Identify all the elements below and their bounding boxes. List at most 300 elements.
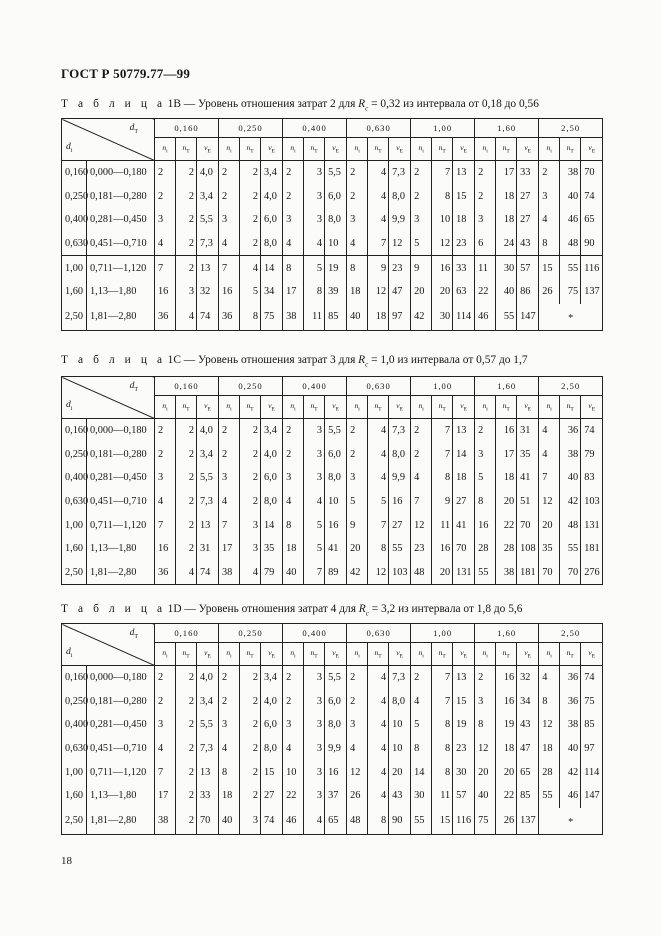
row-di-value: 0,400: [62, 466, 87, 490]
table-cell: 20: [347, 537, 368, 561]
column-subheader: [176, 396, 197, 419]
table-cell: 7: [432, 161, 453, 185]
table-cell: 3,4: [197, 185, 219, 209]
column-subheader: [283, 138, 304, 161]
table-cell: 3,4: [261, 161, 283, 185]
table-cell: 18: [496, 185, 517, 209]
table-cell: 55: [560, 537, 581, 561]
subheader-symbol: [588, 401, 596, 413]
table-cell: 33: [453, 256, 475, 280]
dt-subscript: T: [134, 386, 138, 393]
subheader-index: T: [250, 148, 254, 155]
table-cell: 11: [432, 784, 453, 808]
table-cell: 85: [581, 713, 603, 737]
table-cell: 2: [176, 784, 197, 808]
subheader-index: T: [250, 406, 254, 413]
subheader-letter: n: [310, 401, 315, 411]
table-cell: 2: [283, 161, 304, 185]
column-group-header: 0,400: [283, 377, 347, 396]
subheader-symbol: [588, 648, 596, 660]
column-subheader: [581, 396, 603, 419]
table-cell: 137: [581, 280, 603, 304]
table-cell: 6,0: [261, 466, 283, 490]
table-cell: 8,0: [389, 690, 411, 714]
table-cell: 89: [325, 561, 347, 585]
subheader-index: T: [186, 148, 190, 155]
table-cell: 20: [496, 490, 517, 514]
table-cell: 4: [155, 737, 176, 761]
table-cell: 3: [304, 666, 325, 690]
table-cell: 8,0: [261, 490, 283, 514]
row-di-value: 1,60: [62, 784, 87, 808]
table-cell: 22: [496, 784, 517, 808]
table-cell: 5: [304, 513, 325, 537]
table-cell: 18: [219, 784, 240, 808]
table-cell: 33: [517, 161, 539, 185]
table-cell: 5: [304, 256, 325, 280]
subheader-index: i: [422, 148, 424, 155]
row-di-value: 0,160: [62, 419, 87, 443]
row-di-value: 2,50: [62, 561, 87, 585]
subheader-index: i: [486, 148, 488, 155]
subheader-letter: n: [482, 143, 487, 153]
subheader-symbol: [374, 143, 382, 155]
subheader-index: E: [271, 653, 275, 660]
table-cell: 47: [389, 280, 411, 304]
table-cell: 2: [240, 666, 261, 690]
column-subheader: [517, 138, 539, 161]
subheader-symbol: [354, 143, 360, 155]
column-subheader: [475, 396, 496, 419]
table-cell: 5: [368, 490, 389, 514]
table-cell: 22: [496, 513, 517, 537]
table-cell: 4,0: [197, 419, 219, 443]
table-cell: 3: [240, 513, 261, 537]
table-cell: 4: [539, 208, 560, 232]
table-cell: 16: [155, 280, 176, 304]
table-cell: 2: [539, 161, 560, 185]
column-subheader: [304, 138, 325, 161]
table-cell: 2: [176, 537, 197, 561]
table-cell: 7,3: [197, 490, 219, 514]
table-cell: 23: [453, 737, 475, 761]
table-1b: [61, 118, 603, 331]
table-cell: 114: [581, 760, 603, 784]
column-subheader: [155, 643, 176, 666]
table-cell: 35: [539, 537, 560, 561]
column-group-header: 2,50: [539, 624, 603, 643]
column-group-header: 0,160: [155, 624, 219, 643]
subheader-letter: n: [162, 401, 167, 411]
table-cell: 5,5: [197, 713, 219, 737]
column-subheader: [560, 643, 581, 666]
table-cell: 15: [453, 185, 475, 209]
row-range: 0,711—1,120: [87, 513, 155, 537]
table-cell: 79: [261, 561, 283, 585]
row-range: 0,711—1,120: [87, 760, 155, 784]
table-cell: 23: [389, 256, 411, 280]
table-cell: 2: [240, 419, 261, 443]
table-cell: 2: [411, 443, 432, 467]
subheader-symbol: [374, 648, 382, 660]
table-cell: 36: [155, 561, 176, 585]
di-letter: d: [66, 142, 71, 153]
table-cell: 13: [453, 666, 475, 690]
table-cell: 2: [347, 185, 368, 209]
subheader-symbol: [418, 648, 424, 660]
table-cell: 40: [347, 304, 368, 331]
row-di-value: 0,250: [62, 690, 87, 714]
subheader-index: E: [591, 148, 596, 155]
column-subheader: [496, 643, 517, 666]
dt-letter: d: [129, 628, 135, 638]
table-cell: 8: [432, 466, 453, 490]
subheader-index: T: [506, 653, 510, 660]
table-cell: 17: [219, 537, 240, 561]
subheader-letter: n: [246, 648, 251, 658]
table-cell: 28: [539, 760, 560, 784]
table-cell: 8,0: [261, 232, 283, 256]
table-cell: 31: [517, 419, 539, 443]
column-subheader: [155, 396, 176, 419]
table-cell: 13: [453, 161, 475, 185]
table-cell: 9,9: [325, 737, 347, 761]
column-subheader: [325, 396, 347, 419]
row-range: 0,281—0,450: [87, 208, 155, 232]
table-cell: 2: [347, 666, 368, 690]
corner-cell: [62, 377, 155, 419]
table-cell: 35: [261, 537, 283, 561]
subheader-index: i: [550, 148, 552, 155]
table-cell: 8: [283, 256, 304, 280]
empty-cell-marker: *: [539, 304, 603, 331]
caption-r-subscript: c: [365, 104, 369, 113]
column-subheader: [539, 643, 560, 666]
subheader-index: i: [230, 406, 232, 413]
table-cell: 18: [368, 304, 389, 331]
table-cell: 3: [304, 419, 325, 443]
table-cell: 48: [560, 513, 581, 537]
table-cell: 8,0: [325, 208, 347, 232]
subheader-symbol: [226, 648, 232, 660]
column-subheader: [176, 643, 197, 666]
table-cell: 8: [475, 713, 496, 737]
subheader-index: E: [591, 653, 596, 660]
subheader-symbol: [246, 648, 254, 660]
table-cell: 30: [411, 784, 432, 808]
table-cell: 16: [475, 513, 496, 537]
column-subheader: [197, 396, 219, 419]
table-cell: 22: [475, 280, 496, 304]
subheader-symbol: [460, 401, 467, 413]
table-cell: 9,9: [389, 208, 411, 232]
subheader-symbol: [524, 143, 532, 155]
table-cell: 10: [325, 490, 347, 514]
subheader-symbol: [438, 648, 446, 660]
row-range: 1,13—1,80: [87, 280, 155, 304]
caption-text: — Уровень отношения затрат 3 для: [180, 354, 359, 366]
table-cell: 11: [432, 513, 453, 537]
table-cell: 16: [325, 513, 347, 537]
column-subheader: [411, 138, 432, 161]
row-di-value: 1,00: [62, 513, 87, 537]
table-cell: 12: [539, 713, 560, 737]
row-range: 0,451—0,710: [87, 232, 155, 256]
table-row: [62, 256, 603, 280]
table-cell: 33: [197, 784, 219, 808]
column-subheader: [389, 396, 411, 419]
subheader-symbol: [310, 401, 318, 413]
table-cell: 2: [155, 443, 176, 467]
caption-r-letter: R: [358, 98, 366, 110]
subheader-symbol: [332, 648, 339, 660]
table-cell: 8: [411, 737, 432, 761]
table-cell: 5: [411, 232, 432, 256]
table-row: [62, 280, 603, 304]
subheader-index: E: [207, 406, 211, 413]
row-range: 0,000—0,180: [87, 161, 155, 185]
table-cell: 3,4: [261, 666, 283, 690]
table-cell: 3: [176, 280, 197, 304]
table-cell: 19: [496, 713, 517, 737]
table-cell: 9: [347, 513, 368, 537]
caption-r-subscript: c: [365, 360, 369, 369]
table-cell: 36: [219, 304, 240, 331]
row-di-value: 0,630: [62, 737, 87, 761]
table-cell: 3: [283, 466, 304, 490]
table-cell: 4: [411, 466, 432, 490]
table-row: [62, 513, 603, 537]
subheader-index: T: [378, 653, 382, 660]
table-cell: 48: [347, 808, 368, 835]
table-cell: 18: [453, 466, 475, 490]
table-cell: 7: [155, 760, 176, 784]
subheader-index: i: [358, 406, 360, 413]
table-cell: 181: [517, 561, 539, 585]
table-cell: 38: [496, 561, 517, 585]
table-cell: 2: [155, 666, 176, 690]
table-cell: 55: [389, 537, 411, 561]
caption-table-id: 1D: [167, 603, 182, 615]
subheader-symbol: [546, 401, 552, 413]
table-cell: 15: [539, 256, 560, 280]
table-cell: 10: [432, 208, 453, 232]
table-cell: 3: [283, 713, 304, 737]
row-range: 0,181—0,280: [87, 185, 155, 209]
table-cell: 3: [304, 208, 325, 232]
table-cell: 3: [347, 466, 368, 490]
column-group-header: 0,630: [347, 119, 411, 138]
subheader-symbol: [310, 143, 318, 155]
table-cell: 38: [560, 443, 581, 467]
table-cell: 13: [197, 760, 219, 784]
column-subheader: [347, 138, 368, 161]
table-cell: 4: [368, 419, 389, 443]
dt-label: [130, 628, 138, 640]
table-cell: 4,0: [261, 185, 283, 209]
subheader-index: E: [207, 148, 211, 155]
table-cell: 48: [411, 561, 432, 585]
table-cell: 116: [581, 256, 603, 280]
subheader-index: i: [166, 653, 168, 660]
table-cell: 7: [539, 466, 560, 490]
table-cell: 8,0: [325, 713, 347, 737]
column-subheader: [453, 396, 475, 419]
table-cell: 55: [560, 256, 581, 280]
column-group-header: 1,00: [411, 377, 475, 396]
table-cell: 8: [475, 490, 496, 514]
subheader-letter: n: [546, 648, 551, 658]
table-cell: 3: [155, 208, 176, 232]
column-subheader: [325, 643, 347, 666]
row-di-value: 0,400: [62, 713, 87, 737]
table-cell: 23: [411, 537, 432, 561]
table-cell: 43: [517, 713, 539, 737]
table-cell: 2: [240, 232, 261, 256]
table-cell: 24: [496, 232, 517, 256]
subheader-letter: ν: [332, 648, 336, 658]
column-subheader: [475, 643, 496, 666]
subheader-letter: n: [566, 143, 571, 153]
table-cell: 3: [219, 466, 240, 490]
table-cell: 3,4: [197, 443, 219, 467]
table-cell: 42: [347, 561, 368, 585]
table-cell: 46: [475, 304, 496, 331]
table-cell: 43: [517, 232, 539, 256]
subheader-index: E: [527, 148, 532, 155]
row-range: 1,81—2,80: [87, 561, 155, 585]
table-cell: 40: [560, 466, 581, 490]
subheader-symbol: [482, 648, 488, 660]
table-cell: 42: [560, 760, 581, 784]
subheader-symbol: [290, 143, 296, 155]
column-group-header: 1,00: [411, 119, 475, 138]
table-row: [62, 232, 603, 256]
table-cell: 47: [517, 737, 539, 761]
table-cell: 46: [560, 784, 581, 808]
table-cell: 2: [176, 443, 197, 467]
table-cell: 2: [219, 666, 240, 690]
column-subheader: [261, 138, 283, 161]
table-cell: 2: [240, 466, 261, 490]
column-group-header: 0,250: [219, 624, 283, 643]
table-cell: 6,0: [325, 443, 347, 467]
table-cell: 103: [581, 490, 603, 514]
column-subheader: [240, 643, 261, 666]
corner-cell: [62, 624, 155, 666]
table-cell: 4: [176, 304, 197, 331]
table-cell: 3: [539, 185, 560, 209]
table-cell: 2: [240, 760, 261, 784]
table-cell: 55: [475, 561, 496, 585]
column-subheader: [325, 138, 347, 161]
caption-label: Т а б л и ц а: [61, 98, 166, 110]
table-cell: 37: [325, 784, 347, 808]
table-cell: 34: [261, 280, 283, 304]
table-cell: 97: [389, 304, 411, 331]
table-row: [62, 713, 603, 737]
subheader-symbol: [566, 648, 574, 660]
table-cell: 5: [240, 280, 261, 304]
table-cell: 31: [197, 537, 219, 561]
table-cell: 7,3: [197, 232, 219, 256]
table-cell: 2: [347, 161, 368, 185]
column-group-header: 0,160: [155, 377, 219, 396]
subheader-symbol: [162, 401, 168, 413]
subheader-letter: n: [182, 143, 187, 153]
table-cell: 7: [219, 256, 240, 280]
table-cell: 131: [581, 513, 603, 537]
table-cell: 3: [304, 690, 325, 714]
table-cell: 18: [496, 737, 517, 761]
table-cell: 2: [176, 161, 197, 185]
table-cell: 70: [517, 513, 539, 537]
table-cell: 74: [261, 808, 283, 835]
table-cell: 55: [496, 304, 517, 331]
table-cell: 7: [411, 490, 432, 514]
subheader-letter: n: [566, 648, 571, 658]
column-group-header: 0,400: [283, 119, 347, 138]
table-cell: 8,0: [389, 443, 411, 467]
table-cell: 74: [197, 561, 219, 585]
table-1c-caption: [61, 354, 528, 368]
document-header: ГОСТ Р 50779.77—99: [61, 66, 191, 81]
column-subheader: [517, 396, 539, 419]
table-cell: 6,0: [261, 208, 283, 232]
table-cell: 7: [368, 513, 389, 537]
table-cell: 41: [325, 537, 347, 561]
subheader-symbol: [438, 143, 446, 155]
table-cell: 75: [475, 808, 496, 835]
table-cell: 30: [432, 304, 453, 331]
table-cell: 32: [197, 280, 219, 304]
subheader-index: i: [486, 653, 488, 660]
subheader-letter: n: [566, 401, 571, 411]
row-range: 0,711—1,120: [87, 256, 155, 280]
row-range: 0,000—0,180: [87, 666, 155, 690]
table-cell: 7,3: [389, 419, 411, 443]
table-cell: 4: [368, 208, 389, 232]
table-cell: 6,0: [325, 690, 347, 714]
table-cell: 2: [240, 784, 261, 808]
column-subheader: [219, 138, 240, 161]
table-cell: 8: [539, 690, 560, 714]
subheader-letter: n: [246, 143, 251, 153]
table-cell: 2: [155, 419, 176, 443]
subheader-letter: n: [482, 648, 487, 658]
subheader-symbol: [268, 401, 275, 413]
table-cell: 4,0: [261, 443, 283, 467]
table-cell: 4: [368, 784, 389, 808]
table-cell: 70: [453, 537, 475, 561]
table-cell: 4: [539, 443, 560, 467]
table-cell: 3: [240, 808, 261, 835]
subheader-letter: n: [438, 143, 443, 153]
table-cell: 4: [347, 737, 368, 761]
dt-letter: d: [129, 123, 135, 133]
row-di-value: 1,00: [62, 760, 87, 784]
table-cell: 12: [411, 513, 432, 537]
table-cell: 3: [304, 737, 325, 761]
table-cell: 4: [155, 232, 176, 256]
subheader-letter: n: [310, 143, 315, 153]
di-letter: d: [66, 647, 71, 658]
subheader-symbol: [502, 401, 510, 413]
table-cell: 16: [496, 419, 517, 443]
subheader-index: T: [442, 653, 446, 660]
table-cell: 20: [539, 513, 560, 537]
table-cell: 74: [581, 185, 603, 209]
